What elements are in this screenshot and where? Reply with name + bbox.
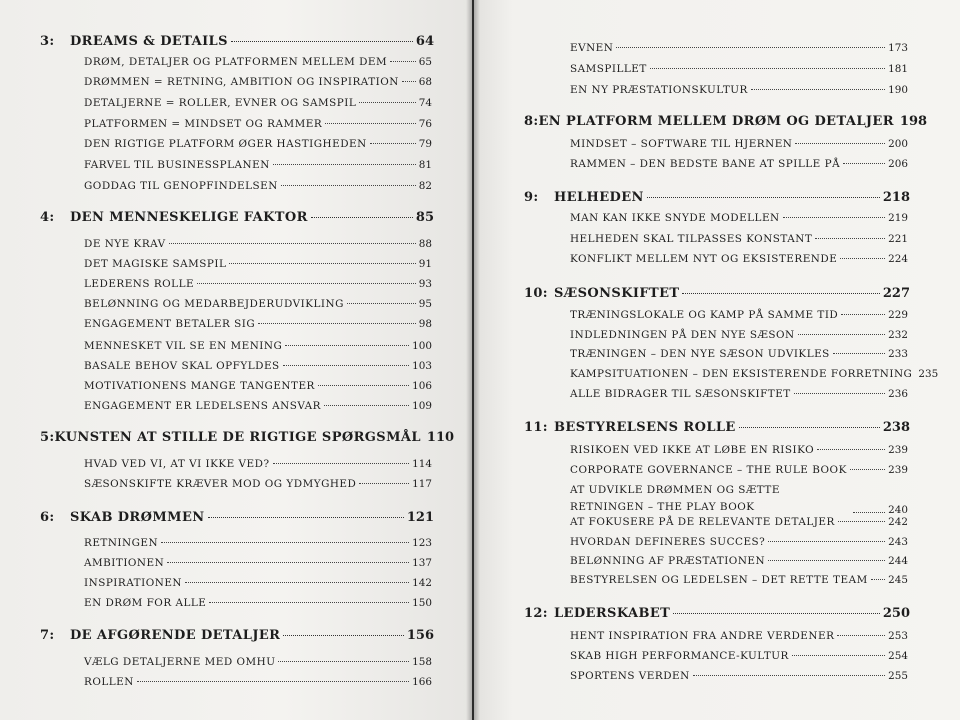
chapter-page-number: 85 (415, 210, 434, 225)
entry-title: VÆLG DETALJERNE MED OMHU (84, 656, 276, 668)
entry-title: KAMPSITUATIONEN – DEN EKSISTERENDE FORRETNING (570, 368, 913, 380)
dot-leader (278, 661, 409, 662)
dot-leader (682, 293, 879, 294)
entry-title: ENGAGEMENT BETALER SIG (84, 318, 256, 330)
chapter-row (40, 430, 455, 445)
entry-title: AMBITIONEN (84, 557, 165, 569)
toc-entry (84, 676, 432, 688)
entry-title: TRÆNINGEN – DEN NYE SÆSON UDVIKLES (570, 348, 830, 360)
dot-leader (768, 541, 885, 542)
toc-entry (84, 159, 432, 171)
entry-page-number: 114 (412, 458, 432, 470)
entry-title: MAN KAN IKKE SNYDE MODELLEN (570, 212, 780, 224)
entry-page-number: 245 (888, 574, 908, 586)
entry-title: RAMMEN – DEN BEDSTE BANE AT SPILLE PÅ (570, 158, 841, 170)
dot-leader (853, 512, 885, 513)
dot-leader (402, 81, 416, 82)
dot-leader (843, 163, 885, 164)
left-page (0, 0, 472, 720)
entry-title: BELØNNING OG MEDARBEJDERUDVIKLING (84, 298, 344, 310)
dot-leader (283, 365, 410, 366)
entry-page-number: 190 (888, 84, 908, 96)
entry-page-number: 232 (888, 329, 908, 341)
entry-title: RISIKOEN VED IKKE AT LØBE EN RISIKO (570, 444, 815, 456)
chapter-row (524, 606, 910, 621)
dot-leader (751, 89, 885, 90)
entry-page-number: 106 (412, 380, 432, 392)
entry-title: HVORDAN DEFINERES SUCCES? (570, 536, 766, 548)
entry-title: PLATFORMEN = MINDSET OG RAMMER (84, 118, 323, 130)
dot-leader (693, 675, 885, 676)
toc-entry (84, 478, 432, 490)
chapter-number: 7: (40, 628, 55, 643)
chapter-page-number: 238 (882, 420, 910, 435)
entry-title: GODDAG TIL GENOPFINDELSEN (84, 180, 278, 192)
entry-title: MINDSET – SOFTWARE TIL HJERNEN (570, 138, 793, 150)
toc-entry (570, 212, 908, 224)
dot-leader (273, 164, 416, 165)
toc-entry (570, 329, 908, 341)
chapter-number: 4: (40, 210, 55, 225)
dot-leader (768, 560, 885, 561)
chapter-page-number: 121 (406, 510, 434, 525)
toc-entry (84, 318, 432, 330)
toc-entry (84, 238, 432, 250)
entry-title: SKAB HIGH PERFORMANCE-KULTUR (570, 650, 789, 662)
dot-leader (390, 61, 416, 62)
entry-title: DRØMMEN = RETNING, AMBITION OG INSPIRATION (84, 76, 399, 88)
dot-leader (161, 542, 409, 543)
entry-title: ROLLEN (84, 676, 134, 688)
chapter-page-number: 218 (882, 190, 910, 205)
dot-leader (739, 427, 880, 428)
book-gutter (466, 0, 480, 720)
dot-leader (197, 283, 416, 284)
toc-entry (84, 537, 432, 549)
chapter-page-number: 250 (882, 606, 910, 621)
toc-entry (570, 444, 908, 456)
entry-title: EN NY PRÆSTATIONSKULTUR (570, 84, 748, 96)
entry-page-number: 123 (412, 537, 432, 549)
chapter-row (40, 628, 434, 643)
entry-title: BESTYRELSEN OG LEDELSEN – DET RETTE TEAM (570, 574, 868, 586)
chapter-number: 9: (524, 190, 539, 205)
toc-entry (84, 56, 432, 68)
entry-title: HELHEDEN SKAL TILPASSES KONSTANT (570, 233, 813, 245)
chapter-title: SKAB DRØMMEN (70, 510, 205, 525)
entry-page-number: 150 (412, 597, 432, 609)
chapter-page-number: 227 (882, 286, 910, 301)
dot-leader (347, 303, 416, 304)
toc-entry (570, 630, 908, 642)
toc-entry (570, 555, 908, 567)
dot-leader (795, 143, 885, 144)
entry-title: EN DRØM FOR ALLE (84, 597, 207, 609)
entry-title: SPORTENS VERDEN (570, 670, 690, 682)
chapter-title: SÆSONSKIFTET (554, 286, 680, 301)
entry-page-number: 255 (888, 670, 908, 682)
entry-title: TRÆNINGSLOKALE OG KAMP PÅ SAMME TID (570, 309, 839, 321)
toc-entry (84, 360, 432, 372)
chapter-number: 5: (40, 430, 55, 445)
entry-title: DRØM, DETALJER OG PLATFORMEN MELLEM DEM (84, 56, 388, 68)
entry-title: BELØNNING AF PRÆSTATIONEN (570, 555, 766, 567)
entry-title: DETALJERNE = ROLLER, EVNER OG SAMSPIL (84, 97, 357, 109)
entry-title: ALLE BIDRAGER TIL SÆSONSKIFTET (570, 388, 791, 400)
dot-leader (794, 393, 885, 394)
entry-page-number: 166 (412, 676, 432, 688)
entry-page-number: 117 (412, 478, 432, 490)
toc-entry (570, 670, 908, 682)
chapter-title: DREAMS & DETAILS (70, 34, 228, 49)
toc-entry (84, 97, 432, 109)
entry-page-number: 91 (418, 258, 432, 270)
dot-leader (209, 602, 409, 603)
entry-title: RETNINGEN (84, 537, 159, 549)
entry-page-number: 100 (412, 340, 432, 352)
entry-title: MENNESKET VIL SE EN MENING (84, 340, 283, 352)
toc-entry (84, 400, 432, 412)
chapter-page-number: 110 (426, 430, 455, 445)
chapter-number: 12: (524, 606, 548, 621)
dot-leader (281, 185, 416, 186)
dot-leader (137, 681, 409, 682)
toc-entry (570, 233, 908, 245)
entry-page-number: 81 (418, 159, 432, 171)
dot-leader (798, 334, 886, 335)
right-page (474, 0, 960, 720)
dot-leader (359, 483, 409, 484)
toc-entry (84, 577, 432, 589)
chapter-number: 8: (524, 114, 539, 129)
chapter-title: HELHEDEN (554, 190, 644, 205)
dot-leader (815, 238, 885, 239)
dot-leader (285, 345, 409, 346)
chapter-page-number: 64 (415, 34, 434, 49)
toc-entry (570, 63, 908, 75)
entry-title: ENGAGEMENT ER LEDELSENS ANSVAR (84, 400, 321, 412)
toc-entry (84, 298, 432, 310)
toc-entry (570, 650, 908, 662)
toc-entry (84, 458, 432, 470)
dot-leader (647, 197, 880, 198)
chapter-title: DEN MENNESKELIGE FAKTOR (70, 210, 308, 225)
chapter-row (524, 190, 910, 205)
dot-leader (208, 517, 404, 518)
toc-entry (570, 368, 939, 380)
entry-page-number: 103 (412, 360, 432, 372)
dot-leader (283, 635, 403, 636)
entry-title: DET MAGISKE SAMSPIL (84, 258, 227, 270)
entry-page-number: 93 (418, 278, 432, 290)
dot-leader (841, 314, 885, 315)
toc-entry (570, 536, 908, 548)
entry-page-number: 173 (888, 42, 908, 54)
toc-entry (570, 84, 908, 96)
toc-entry (570, 388, 908, 400)
entry-page-number: 95 (418, 298, 432, 310)
dot-leader (840, 258, 885, 259)
toc-entry (570, 158, 908, 170)
dot-leader (370, 143, 416, 144)
entry-page-number: 254 (888, 650, 908, 662)
chapter-number: 3: (40, 34, 55, 49)
chapter-title: LEDERSKABET (554, 606, 671, 621)
toc-entry (84, 380, 432, 392)
chapter-row (40, 210, 434, 225)
chapter-title: BESTYRELSENS ROLLE (554, 420, 736, 435)
chapter-page-number: 156 (406, 628, 434, 643)
entry-title: AT UDVIKLE DRØMMEN OG SÆTTE RETNINGEN – THE PLAY BOOK (570, 484, 780, 513)
entry-page-number: 74 (418, 97, 432, 109)
chapter-number: 11: (524, 420, 548, 435)
entry-page-number: 219 (888, 212, 908, 224)
entry-page-number: 235 (918, 368, 939, 380)
entry-page-number: 82 (418, 180, 432, 192)
toc-entry (84, 118, 432, 130)
toc-entry (84, 557, 432, 569)
dot-leader (359, 102, 415, 103)
dot-leader (231, 41, 413, 42)
toc-entry (84, 258, 432, 270)
toc-entry (84, 138, 432, 150)
dot-leader (850, 469, 885, 470)
dot-leader (258, 323, 416, 324)
entry-title: FARVEL TIL BUSINESSPLANEN (84, 159, 270, 171)
entry-title: INDLEDNINGEN PÅ DEN NYE SÆSON (570, 329, 795, 341)
entry-title: DE NYE KRAV (84, 238, 166, 250)
entry-title: LEDERENS ROLLE (84, 278, 195, 290)
dot-leader (837, 635, 885, 636)
toc-entry (570, 482, 908, 516)
entry-page-number: 221 (888, 233, 908, 245)
toc-entry (84, 180, 432, 192)
entry-title: SÆSONSKIFTE KRÆVER MOD OG YDMYGHED (84, 478, 357, 490)
dot-leader (324, 405, 409, 406)
entry-page-number: 239 (888, 464, 908, 476)
dot-leader (325, 123, 416, 124)
dot-leader (817, 449, 885, 450)
entry-title: BASALE BEHOV SKAL OPFYLDES (84, 360, 280, 372)
toc-entry (570, 516, 908, 528)
entry-page-number: 236 (888, 388, 908, 400)
dot-leader (792, 655, 885, 656)
entry-page-number: 242 (888, 516, 908, 528)
dot-leader (650, 68, 885, 69)
toc-entry (84, 597, 432, 609)
dot-leader (167, 562, 409, 563)
entry-page-number: 244 (888, 555, 908, 567)
entry-page-number: 239 (888, 444, 908, 456)
dot-leader (311, 217, 413, 218)
dot-leader (673, 613, 880, 614)
toc-entry (570, 574, 908, 586)
entry-page-number: 98 (418, 318, 432, 330)
entry-page-number: 200 (888, 138, 908, 150)
toc-entry (84, 76, 432, 88)
chapter-title: KUNSTEN AT STILLE DE RIGTIGE SPØRGSMÅL (54, 430, 421, 445)
toc-entry (84, 340, 432, 352)
toc-entry (84, 656, 432, 668)
entry-title: EVNEN (570, 42, 614, 54)
chapter-page-number: 198 (899, 114, 928, 129)
entry-title: HENT INSPIRATION FRA ANDRE VERDENER (570, 630, 835, 642)
entry-title: SAMSPILLET (570, 63, 647, 75)
dot-leader (833, 353, 885, 354)
dot-leader (169, 243, 416, 244)
entry-page-number: 76 (418, 118, 432, 130)
entry-page-number: 142 (412, 577, 432, 589)
toc-entry (570, 464, 908, 476)
dot-leader (273, 463, 410, 464)
chapter-number: 6: (40, 510, 55, 525)
chapter-title: EN PLATFORM MELLEM DRØM OG DETALJER (538, 114, 894, 129)
entry-page-number: 109 (412, 400, 432, 412)
chapter-row (40, 510, 434, 525)
entry-page-number: 68 (418, 76, 432, 88)
entry-title: MOTIVATIONENS MANGE TANGENTER (84, 380, 315, 392)
chapter-title: DE AFGØRENDE DETALJER (70, 628, 281, 643)
entry-title: AT FOKUSERE PÅ DE RELEVANTE DETALJER (570, 516, 835, 528)
toc-entry (570, 309, 908, 321)
entry-page-number: 79 (418, 138, 432, 150)
entry-title: KONFLIKT MELLEM NYT OG EKSISTERENDE (570, 253, 838, 265)
entry-title: HVAD VED VI, AT VI IKKE VED? (84, 458, 270, 470)
chapter-row (524, 286, 910, 301)
dot-leader (229, 263, 415, 264)
entry-page-number: 206 (888, 158, 908, 170)
entry-page-number: 65 (418, 56, 432, 68)
toc-entry (570, 138, 908, 150)
chapter-row (40, 34, 434, 49)
dot-leader (871, 579, 885, 580)
dot-leader (616, 47, 885, 48)
entry-page-number: 253 (888, 630, 908, 642)
toc-entry (570, 42, 908, 54)
entry-page-number: 243 (888, 536, 908, 548)
entry-page-number: 240 (888, 504, 908, 516)
entry-page-number: 137 (412, 557, 432, 569)
entry-page-number: 233 (888, 348, 908, 360)
toc-entry (570, 253, 908, 265)
dot-leader (838, 521, 885, 522)
chapter-number: 10: (524, 286, 548, 301)
entry-page-number: 229 (888, 309, 908, 321)
chapter-row (524, 114, 928, 129)
dot-leader (318, 385, 409, 386)
entry-title: DEN RIGTIGE PLATFORM ØGER HASTIGHEDEN (84, 138, 367, 150)
dot-leader (783, 217, 886, 218)
chapter-row (524, 420, 910, 435)
dot-leader (185, 582, 409, 583)
entry-title: CORPORATE GOVERNANCE – THE RULE BOOK (570, 464, 847, 476)
toc-entry (84, 278, 432, 290)
entry-page-number: 224 (888, 253, 908, 265)
entry-page-number: 181 (888, 63, 908, 75)
toc-entry (570, 348, 908, 360)
entry-title: INSPIRATIONEN (84, 577, 182, 589)
entry-page-number: 158 (412, 656, 432, 668)
entry-page-number: 88 (418, 238, 432, 250)
